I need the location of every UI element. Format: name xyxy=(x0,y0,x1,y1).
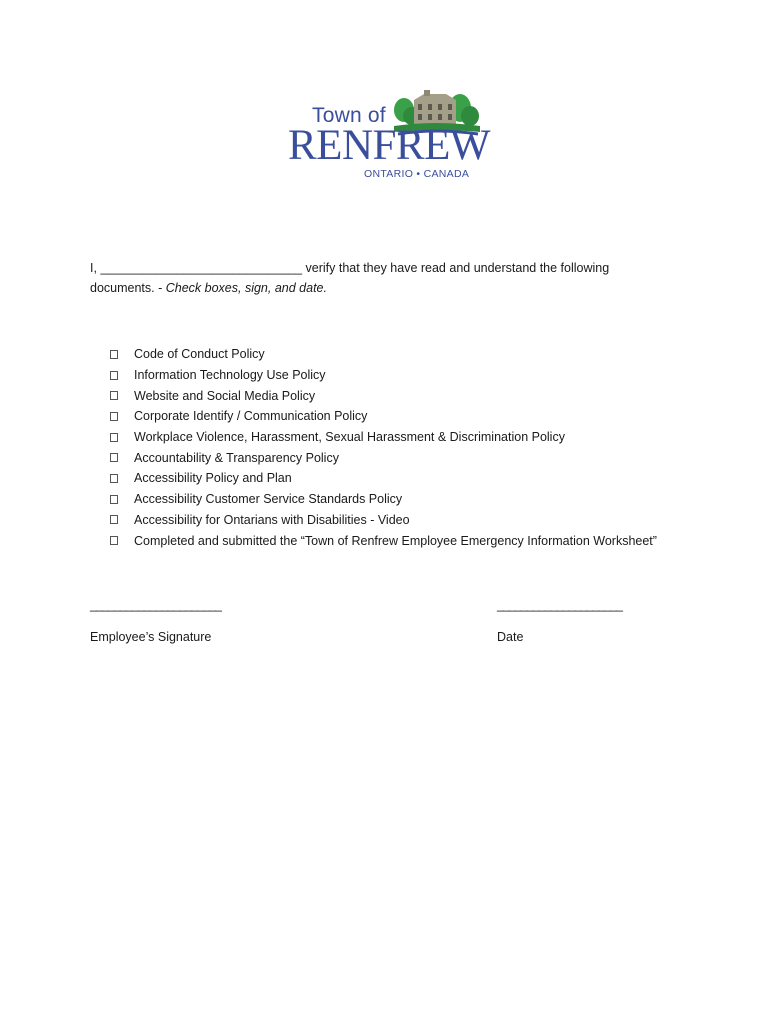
checklist-item-label: Accessibility Policy and Plan xyxy=(134,471,292,486)
checklist-item xyxy=(110,385,657,406)
checklist-item xyxy=(110,427,657,448)
checklist-item-label: Code of Conduct Policy xyxy=(134,347,265,362)
logo-ontario-canada: ONTARIO • CANADA xyxy=(364,168,470,180)
checkbox[interactable] xyxy=(110,371,118,380)
checkbox[interactable] xyxy=(110,495,118,504)
intro-suffix: verify that they have read and understand the following xyxy=(305,261,610,275)
signature-line[interactable]: ______________________ xyxy=(90,598,221,612)
signature-label: Employee’s Signature xyxy=(90,630,212,644)
logo-renfrew: RENFREW xyxy=(288,122,490,169)
checklist-item-label: Workplace Violence, Harassment, Sexual Harassment & Discrimination Policy xyxy=(134,430,565,445)
checklist-item-label: Completed and submitted the “Town of Renfrew Employee Emergency Information Worksheet” xyxy=(134,533,657,548)
checkbox[interactable] xyxy=(110,391,118,400)
checklist-item-label: Accessibility for Ontarians with Disabilities - Video xyxy=(134,512,410,527)
checkbox[interactable] xyxy=(110,453,118,462)
logo-town-of: Town of xyxy=(312,104,386,127)
intro-line-2 xyxy=(90,278,690,298)
intro-line-1 xyxy=(90,258,690,278)
checkbox[interactable] xyxy=(110,474,118,483)
name-blank-field[interactable]: _____________________________ xyxy=(100,261,303,275)
checkbox[interactable] xyxy=(110,412,118,421)
checklist-item xyxy=(110,447,657,468)
checkbox[interactable] xyxy=(110,433,118,442)
date-label: Date xyxy=(497,630,524,644)
checklist-item xyxy=(110,406,657,427)
intro-instruction: Check boxes, sign, and date. xyxy=(165,281,327,295)
intro-paragraph xyxy=(90,258,690,298)
checklist-item xyxy=(110,468,657,489)
checklist-item-label: Accessibility Customer Service Standards Policy xyxy=(134,492,403,507)
intro-prefix: I, xyxy=(90,261,97,275)
checklist-item-label: Accountability & Transparency Policy xyxy=(134,450,339,465)
checklist-item xyxy=(110,365,657,386)
checklist-item xyxy=(110,510,657,531)
town-logo xyxy=(286,90,490,182)
policy-checklist xyxy=(110,344,657,551)
checkbox[interactable] xyxy=(110,515,118,524)
checklist-item xyxy=(110,344,657,365)
checkbox[interactable] xyxy=(110,536,118,545)
checkbox[interactable] xyxy=(110,350,118,359)
checklist-item xyxy=(110,530,657,551)
intro-documents: documents. - xyxy=(90,281,163,295)
checklist-item-label: Corporate Identify / Communication Policy xyxy=(134,409,368,424)
checklist-item-label: Website and Social Media Policy xyxy=(134,388,316,403)
date-line[interactable]: _____________________ xyxy=(497,598,622,612)
checklist-item-label: Information Technology Use Policy xyxy=(134,368,326,383)
checklist-item xyxy=(110,489,657,510)
